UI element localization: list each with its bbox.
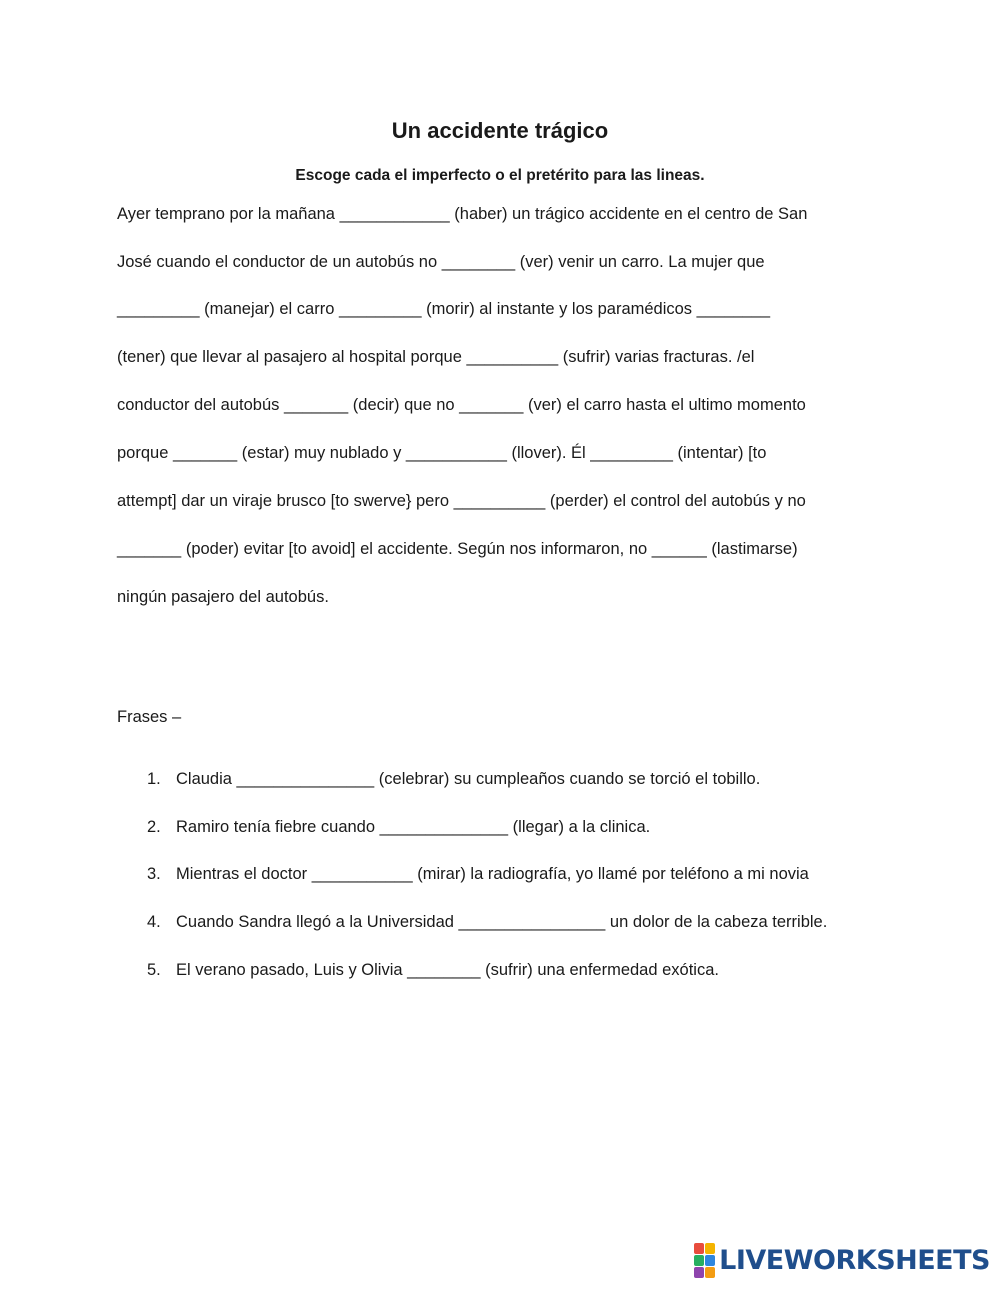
logo-badge-cell (694, 1267, 704, 1278)
paragraph-line: Ayer temprano por la mañana ____________ (haber) un trágico accidente en el centro de San (117, 205, 808, 223)
frase-text: El verano pasado, Luis y Olivia ________ (sufrir) una enfermedad exótica. (176, 961, 719, 979)
paragraph-line: (tener) que llevar al pasajero al hospital porque __________ (sufrir) varias fracturas. /el (117, 348, 755, 366)
logo-badge-cell (694, 1255, 704, 1266)
frases-heading: Frases – (117, 708, 182, 726)
liveworksheets-logo (694, 1243, 990, 1277)
paragraph-line: attempt] dar un viraje brusco [to swerve} pero __________ (perder) el control del autobús y no (117, 492, 806, 510)
paragraph-line: ningún pasajero del autobús. (117, 588, 329, 606)
frase-item (147, 865, 809, 884)
logo-badge-cell (705, 1267, 715, 1278)
frase-item (147, 961, 719, 980)
frase-item (147, 913, 827, 932)
frase-number: 1. (147, 770, 161, 788)
logo-badge-cell (705, 1255, 715, 1266)
logo-text: LIVEWORKSHEETS (719, 1244, 990, 1276)
frase-item (147, 770, 760, 789)
paragraph-line: _______ (poder) evitar [to avoid] el accidente. Según nos informaron, no ______ (lastimarse) (117, 540, 798, 558)
logo-badge-cell (705, 1243, 715, 1254)
frase-number: 2. (147, 818, 161, 836)
frase-item (147, 818, 650, 837)
frase-text: Ramiro tenía fiebre cuando ______________ (llegar) a la clinica. (176, 818, 651, 836)
frase-text: Claudia _______________ (celebrar) su cumpleaños cuando se torció el tobillo. (176, 770, 761, 788)
frase-number: 4. (147, 913, 161, 931)
paragraph-line: porque _______ (estar) muy nublado y ___________ (llover). Él _________ (intentar) [to (117, 444, 767, 462)
worksheet-instructions: Escoge cada el imperfecto o el pretérito para las lineas. (295, 167, 705, 184)
paragraph-line: José cuando el conductor de un autobús no ________ (ver) venir un carro. La mujer que (117, 253, 765, 271)
frase-text: Mientras el doctor ___________ (mirar) la radiografía, yo llamé por teléfono a mi novia (176, 865, 809, 883)
logo-badge-icon (694, 1243, 715, 1278)
frase-number: 5. (147, 961, 161, 979)
frase-number: 3. (147, 865, 161, 883)
worksheet-title: Un accidente trágico (391, 118, 609, 143)
logo-badge-cell (694, 1243, 704, 1254)
paragraph-line: conductor del autobús _______ (decir) que no _______ (ver) el carro hasta el ultimo momento (117, 396, 806, 414)
frase-text: Cuando Sandra llegó a la Universidad ________________ un dolor de la cabeza terrible. (176, 913, 828, 931)
paragraph-line: _________ (manejar) el carro _________ (morir) al instante y los paramédicos ________ (117, 300, 771, 318)
